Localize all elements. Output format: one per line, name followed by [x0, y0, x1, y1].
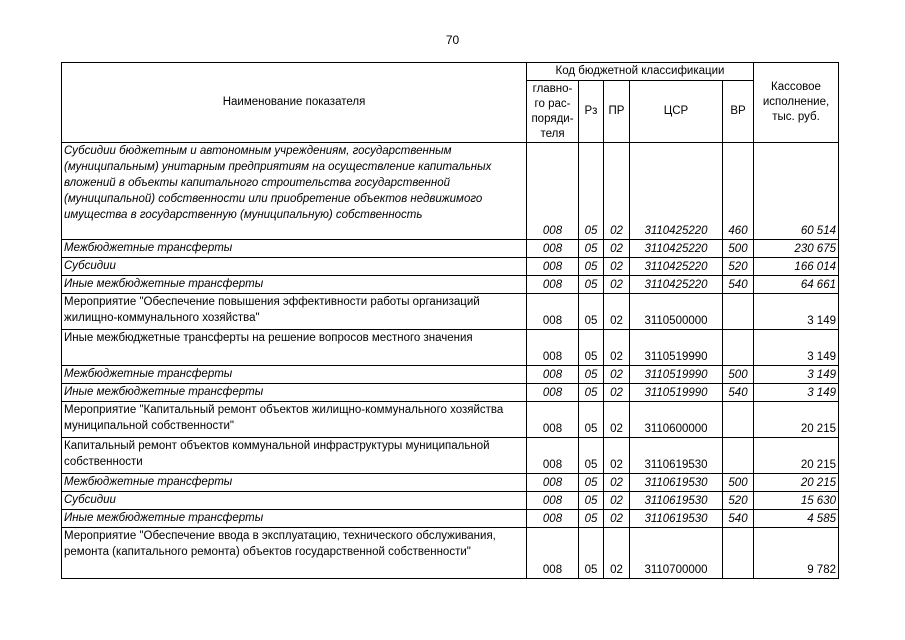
cell-name: Межбюджетные трансферты: [62, 240, 527, 258]
cell-name: Субсидии: [62, 258, 527, 276]
cell-vr: 500: [723, 240, 754, 258]
cell-pr: 02: [604, 528, 630, 579]
cell-amount: 64 661: [754, 276, 839, 294]
cell-csr: 3110519990: [630, 366, 723, 384]
cell-vr: 540: [723, 510, 754, 528]
cell-pr: 02: [604, 402, 630, 438]
cell-amount: 20 215: [754, 402, 839, 438]
cell-csr: 3110519990: [630, 330, 723, 366]
cell-rz: 05: [579, 366, 604, 384]
header-csr: ЦСР: [630, 81, 723, 143]
header-amount: Кассовое исполнение, тыс. руб.: [754, 63, 839, 143]
table-row: [62, 492, 839, 510]
cell-name: Межбюджетные трансферты: [62, 474, 527, 492]
cell-vr: [723, 438, 754, 474]
cell-name: Межбюджетные трансферты: [62, 366, 527, 384]
cell-amount: 4 585: [754, 510, 839, 528]
cell-glav: 008: [527, 492, 579, 510]
table-body: [62, 143, 839, 579]
cell-rz: 05: [579, 492, 604, 510]
cell-pr: 02: [604, 492, 630, 510]
cell-csr: 3110619530: [630, 474, 723, 492]
cell-rz: 05: [579, 474, 604, 492]
cell-rz: 05: [579, 402, 604, 438]
cell-vr: 500: [723, 474, 754, 492]
cell-rz: 05: [579, 330, 604, 366]
table-row: [62, 143, 839, 240]
cell-pr: 02: [604, 474, 630, 492]
cell-vr: [723, 528, 754, 579]
header-code-group: Код бюджетной классификации: [527, 63, 754, 81]
budget-table: [61, 62, 839, 579]
table-row: [62, 258, 839, 276]
cell-amount: 20 215: [754, 474, 839, 492]
cell-name: Субсидии бюджетным и автономным учреждениям, государственным (муниципальным) унитарным предприятиям на осуществление капитальных вложений в объекты капитального строительства государственной (муниципальной) собственности или приобретение объектов недвижимого имущества в государственную (муниципальную) собственность: [62, 143, 527, 240]
cell-csr: 3110700000: [630, 528, 723, 579]
cell-amount: 9 782: [754, 528, 839, 579]
cell-glav: 008: [527, 528, 579, 579]
table-row: [62, 474, 839, 492]
cell-name: Мероприятие "Обеспечение повышения эффективности работы организаций жилищно-коммунального хозяйства": [62, 294, 527, 330]
cell-csr: 3110619530: [630, 510, 723, 528]
cell-pr: 02: [604, 366, 630, 384]
table-row: [62, 294, 839, 330]
cell-name: Иные межбюджетные трансферты: [62, 384, 527, 402]
cell-rz: 05: [579, 438, 604, 474]
cell-pr: 02: [604, 294, 630, 330]
cell-pr: 02: [604, 510, 630, 528]
cell-rz: 05: [579, 294, 604, 330]
cell-csr: 3110500000: [630, 294, 723, 330]
cell-csr: 3110600000: [630, 402, 723, 438]
cell-rz: 05: [579, 258, 604, 276]
cell-glav: 008: [527, 474, 579, 492]
cell-csr: 3110425220: [630, 143, 723, 240]
header-rz: Рз: [579, 81, 604, 143]
cell-vr: [723, 330, 754, 366]
cell-glav: 008: [527, 384, 579, 402]
cell-name: Мероприятие "Капитальный ремонт объектов жилищно-коммунального хозяйства муниципальной собственности": [62, 402, 527, 438]
cell-vr: 520: [723, 258, 754, 276]
cell-name: Иные межбюджетные трансферты: [62, 510, 527, 528]
cell-name: Субсидии: [62, 492, 527, 510]
cell-amount: 20 215: [754, 438, 839, 474]
table-row: [62, 366, 839, 384]
cell-csr: 3110519990: [630, 384, 723, 402]
table-row: [62, 330, 839, 366]
table-row: [62, 240, 839, 258]
cell-name: Иные межбюджетные трансферты на решение вопросов местного значения: [62, 330, 527, 366]
cell-rz: 05: [579, 276, 604, 294]
cell-csr: 3110619530: [630, 438, 723, 474]
cell-glav: 008: [527, 330, 579, 366]
cell-vr: [723, 294, 754, 330]
cell-rz: 05: [579, 240, 604, 258]
cell-vr: 540: [723, 384, 754, 402]
cell-rz: 05: [579, 510, 604, 528]
header-vr: ВР: [723, 81, 754, 143]
cell-vr: 520: [723, 492, 754, 510]
cell-amount: 166 014: [754, 258, 839, 276]
cell-rz: 05: [579, 528, 604, 579]
cell-pr: 02: [604, 384, 630, 402]
cell-amount: 60 514: [754, 143, 839, 240]
page-number: 70: [445, 33, 460, 47]
cell-rz: 05: [579, 384, 604, 402]
cell-csr: 3110425220: [630, 258, 723, 276]
header-pr: ПР: [604, 81, 630, 143]
cell-glav: 008: [527, 510, 579, 528]
cell-vr: 540: [723, 276, 754, 294]
header-name: Наименование показателя: [62, 63, 527, 143]
cell-name: Мероприятие "Обеспечение ввода в эксплуатацию, технического обслуживания, ремонта (капитального ремонта) объектов государственной собственности": [62, 528, 527, 579]
cell-pr: 02: [604, 276, 630, 294]
cell-glav: 008: [527, 402, 579, 438]
cell-glav: 008: [527, 276, 579, 294]
cell-vr: 500: [723, 366, 754, 384]
cell-glav: 008: [527, 258, 579, 276]
cell-name: Иные межбюджетные трансферты: [62, 276, 527, 294]
cell-vr: 460: [723, 143, 754, 240]
cell-glav: 008: [527, 366, 579, 384]
cell-glav: 008: [527, 438, 579, 474]
cell-glav: 008: [527, 143, 579, 240]
cell-csr: 3110425220: [630, 276, 723, 294]
cell-rz: 05: [579, 143, 604, 240]
cell-vr: [723, 402, 754, 438]
table-row: [62, 402, 839, 438]
cell-csr: 3110425220: [630, 240, 723, 258]
cell-glav: 008: [527, 240, 579, 258]
cell-amount: 3 149: [754, 330, 839, 366]
cell-pr: 02: [604, 258, 630, 276]
cell-pr: 02: [604, 438, 630, 474]
cell-name: Капитальный ремонт объектов коммунальной инфраструктуры муниципальной собственности: [62, 438, 527, 474]
cell-amount: 3 149: [754, 384, 839, 402]
table-row: [62, 438, 839, 474]
cell-pr: 02: [604, 143, 630, 240]
table-row: [62, 510, 839, 528]
cell-amount: 3 149: [754, 366, 839, 384]
cell-pr: 02: [604, 330, 630, 366]
cell-pr: 02: [604, 240, 630, 258]
header-glav: главно-го рас-поряди-теля: [527, 81, 579, 143]
cell-amount: 3 149: [754, 294, 839, 330]
table-row: [62, 384, 839, 402]
table-row: [62, 528, 839, 579]
table-row: [62, 276, 839, 294]
cell-csr: 3110619530: [630, 492, 723, 510]
cell-glav: 008: [527, 294, 579, 330]
cell-amount: 15 630: [754, 492, 839, 510]
cell-amount: 230 675: [754, 240, 839, 258]
